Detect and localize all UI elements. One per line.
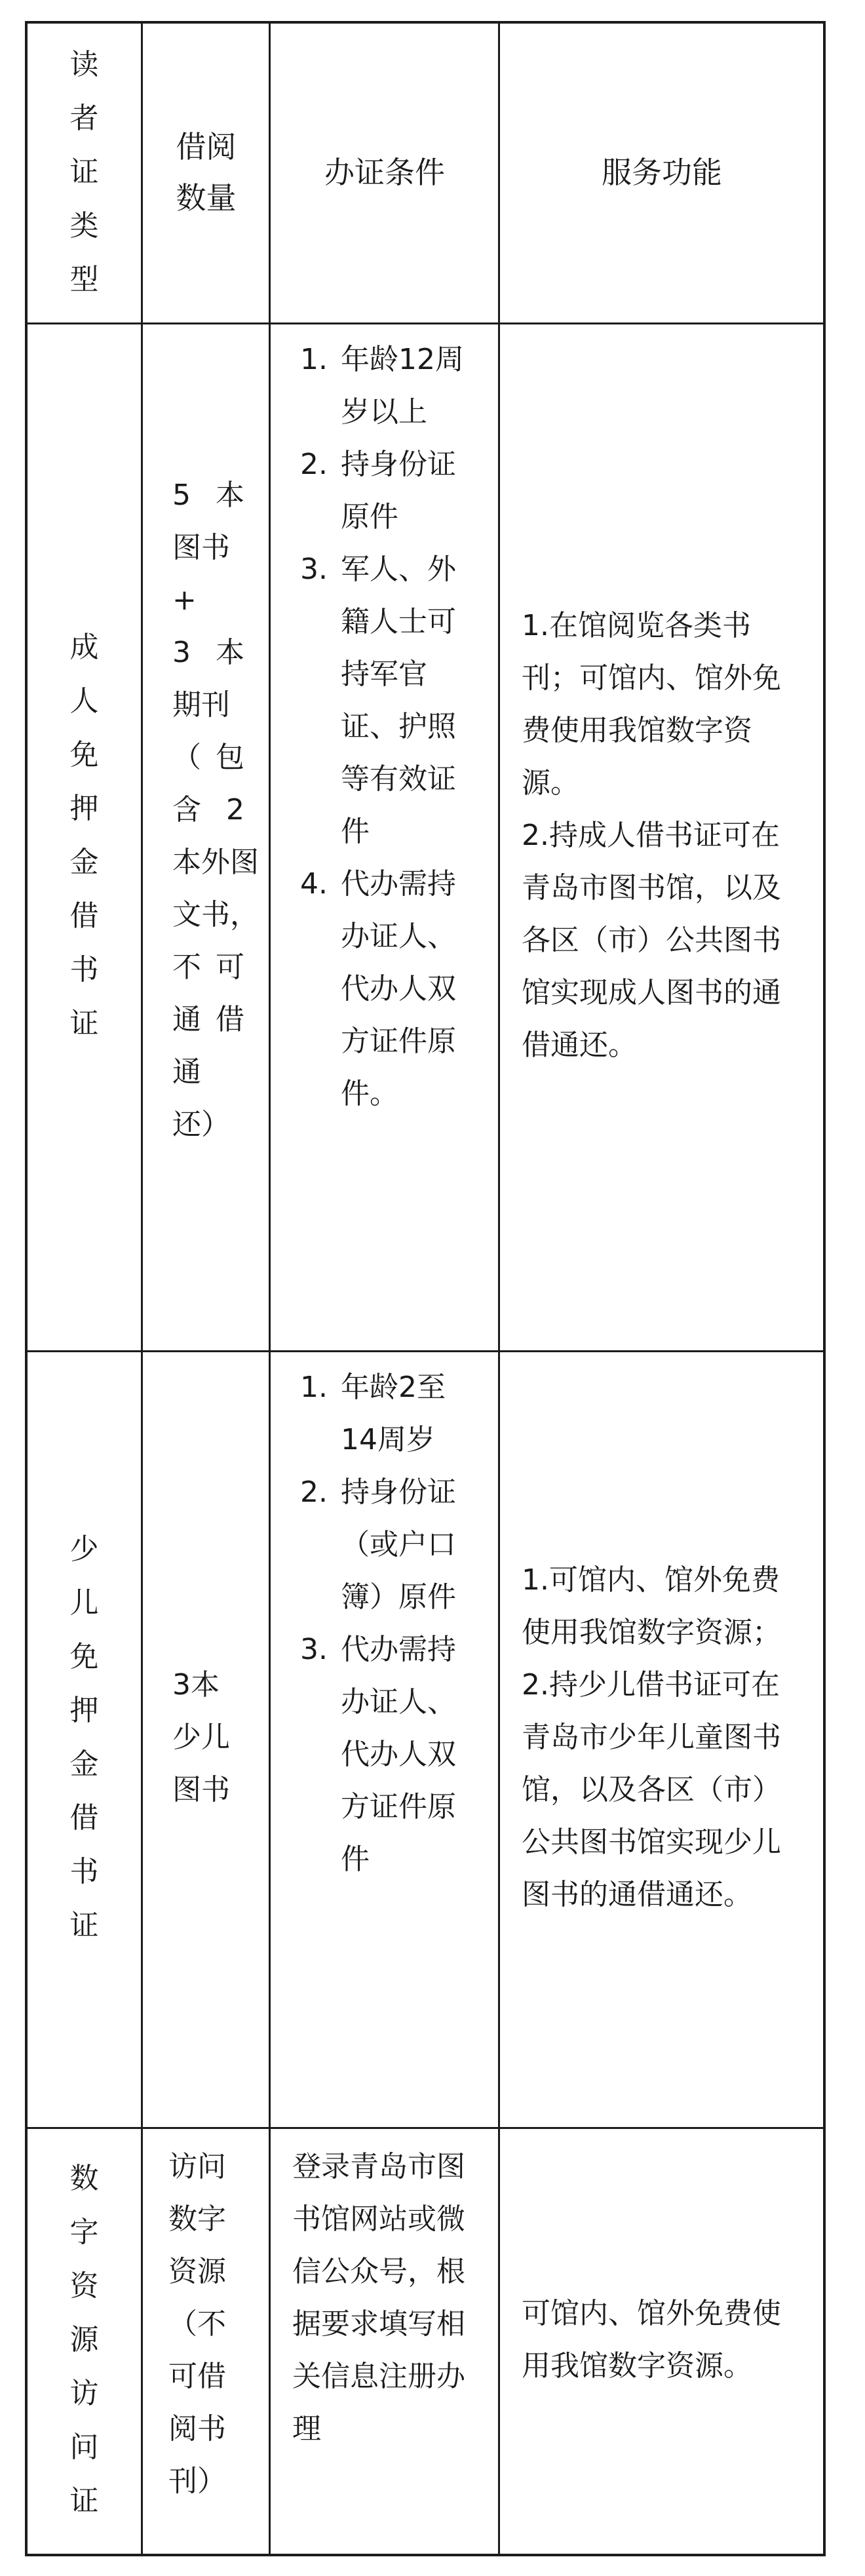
- adult-qty-word: 不: [172, 950, 201, 984]
- child-qty-text: [172, 1659, 244, 1816]
- adult-condition-item-text: 年龄12周岁以上: [341, 343, 464, 429]
- adult-qty-line: [172, 469, 244, 522]
- digital-type-char: 证: [69, 2484, 99, 2518]
- digital-qty-word: 阅书: [168, 2412, 226, 2446]
- adult-qty-line: [172, 994, 244, 1046]
- adult-type-text: [26, 621, 142, 1051]
- child-condition-item: [270, 1361, 499, 1466]
- adult-qty-word: ，: [230, 898, 259, 931]
- header-conditions-text: 办证条件: [324, 154, 445, 190]
- digital-qty-text: [168, 2141, 247, 2508]
- child-qty-line: [172, 1764, 244, 1816]
- header-borrow-qty-text: [142, 121, 270, 224]
- adult-condition-item-text: 持身份证原件: [341, 448, 456, 534]
- child-type-char: 证: [69, 1908, 99, 1942]
- adult-condition-item-text: 军人、外籍人士可持军官证、护照等有效证件: [341, 553, 456, 848]
- adult-qty-line: [172, 732, 244, 784]
- adult-qty-line: [172, 889, 259, 941]
- border-left: [25, 21, 28, 2556]
- header-borrow-qty-line: 数量: [176, 180, 237, 216]
- row-digital-conditions: [270, 2125, 499, 2555]
- adult-qty-word: 3: [172, 636, 191, 669]
- adult-qty-word: 外: [201, 846, 230, 879]
- adult-qty-word: 书: [201, 898, 230, 931]
- header-card-type-char: 证: [69, 155, 99, 189]
- child-type-text: [26, 1523, 142, 1953]
- adult-qty-line: [172, 941, 244, 994]
- digital-qty-word: 数字: [168, 2202, 226, 2236]
- digital-type-char: 字: [69, 2215, 99, 2249]
- adult-qty-word: 文: [172, 898, 201, 931]
- adult-qty-word: （: [172, 741, 201, 774]
- digital-type-char: 资: [69, 2269, 99, 2303]
- adult-qty-word: 可: [216, 950, 244, 984]
- adult-qty-word: 图: [230, 846, 259, 879]
- adult-qty-word: 还）: [172, 1108, 230, 1141]
- header-services-text: 服务功能: [602, 154, 722, 190]
- digital-type-char: 源: [69, 2323, 99, 2356]
- adult-qty-line: [172, 627, 244, 679]
- border-top: [25, 21, 826, 24]
- child-services-text: [522, 1554, 798, 1921]
- child-qty-line: [172, 1711, 244, 1764]
- header-card-type-char: 类: [69, 208, 99, 243]
- digital-qty-line: [168, 2403, 247, 2455]
- digital-qty-word: 资源: [168, 2255, 226, 2288]
- adult-conditions-list: [270, 334, 499, 1120]
- adult-qty-word: 5: [172, 478, 191, 512]
- adult-qty-word: 本: [216, 478, 244, 512]
- adult-qty-text: [172, 469, 259, 1151]
- adult-services-text: [522, 600, 798, 1072]
- row-child-services: [499, 1350, 824, 2125]
- divider-row2: [25, 1350, 826, 1352]
- row-digital-services: [499, 2125, 824, 2555]
- row-child-qty: [142, 1350, 270, 2125]
- divider-col1: [141, 21, 143, 2556]
- child-qty-line: [172, 1659, 244, 1711]
- adult-condition-item-number: 2.: [300, 448, 328, 481]
- divider-row3: [25, 2127, 826, 2129]
- adult-qty-word: 含: [172, 793, 201, 827]
- adult-condition-item-number: 1.: [300, 343, 328, 376]
- divider-col2: [269, 21, 271, 2556]
- child-condition-item: [270, 1624, 499, 1886]
- adult-qty-word: 包: [216, 741, 244, 774]
- digital-qty-word: 刊）: [168, 2465, 226, 2498]
- adult-qty-word: 本: [216, 636, 244, 669]
- row-adult-services: [499, 322, 824, 1350]
- adult-qty-line: [172, 1046, 244, 1099]
- header-services: [499, 22, 824, 322]
- adult-condition-item: [270, 858, 499, 1120]
- digital-conditions-text: 登录青岛市图书馆网站或微信公众号，根据要求填写相关信息注册办理: [292, 2150, 465, 2446]
- child-type-char: 少: [69, 1532, 99, 1566]
- adult-type-char: 书: [69, 953, 99, 986]
- child-condition-item-text: 代办需持办证人、代办人双方证件原件: [341, 1633, 456, 1876]
- row-adult-conditions: [270, 322, 499, 1350]
- digital-service-paragraph: 可馆内、馆外免费使用我馆数字资源。: [522, 2297, 781, 2383]
- child-service-paragraph: 2.持少儿借书证可在青岛市少年儿童图书馆，以及各区（市）公共图书馆实现少儿图书的通借通还。: [522, 1668, 781, 1911]
- adult-condition-item: [270, 439, 499, 543]
- child-type-char: 儿: [69, 1586, 99, 1620]
- divider-col3: [498, 21, 500, 2556]
- digital-type-char: 数: [69, 2162, 99, 2195]
- adult-type-char: 免: [69, 738, 99, 771]
- child-type-char: 押: [69, 1693, 99, 1727]
- row-adult-type: [26, 322, 142, 1350]
- header-card-type-text: [26, 38, 142, 307]
- adult-qty-word: 借: [216, 1003, 244, 1036]
- digital-qty-word: 访问: [168, 2150, 226, 2183]
- border-right: [823, 21, 826, 2556]
- child-condition-item: [270, 1466, 499, 1624]
- child-service-paragraph: 1.可馆内、馆外免费使用我馆数字资源；: [522, 1563, 781, 1649]
- adult-type-char: 押: [69, 792, 99, 825]
- row-child-type: [26, 1350, 142, 2125]
- digital-qty-line: [168, 2246, 247, 2298]
- child-condition-item-number: 1.: [300, 1371, 328, 1404]
- adult-qty-line: [172, 679, 244, 732]
- row-adult-qty: [142, 322, 270, 1350]
- child-conditions-list: [270, 1361, 499, 1886]
- digital-qty-line: [168, 2351, 247, 2403]
- adult-qty-word: 期刊: [172, 688, 230, 722]
- child-qty-word: 图书: [172, 1772, 230, 1806]
- adult-condition-item-number: 4.: [300, 867, 328, 901]
- child-condition-item-text: 年龄2至14周岁: [341, 1371, 446, 1456]
- adult-qty-word: 本: [172, 846, 201, 879]
- digital-services-text: [522, 2288, 798, 2392]
- adult-qty-line: [172, 1099, 244, 1151]
- child-qty-word: 少儿: [172, 1720, 230, 1754]
- adult-qty-line: [172, 836, 259, 889]
- adult-qty-word: 图书+: [172, 531, 230, 617]
- child-type-char: 金: [69, 1747, 99, 1781]
- adult-condition-item-number: 3.: [300, 553, 328, 586]
- adult-qty-word: 通: [172, 1003, 201, 1036]
- digital-type-char: 访: [69, 2377, 99, 2410]
- divider-row1: [25, 322, 826, 324]
- header-borrow-qty-line: 借阅: [176, 128, 237, 165]
- child-condition-item-text: 持身份证（或户口簿）原件: [341, 1475, 456, 1614]
- digital-type-text: [26, 2152, 142, 2528]
- digital-type-char: 问: [69, 2430, 99, 2464]
- header-card-type: [26, 22, 142, 322]
- header-card-type-char: 者: [69, 101, 99, 135]
- header-card-type-char: 读: [69, 47, 99, 81]
- child-type-char: 借: [69, 1801, 99, 1835]
- adult-qty-word: 通: [172, 1055, 201, 1089]
- row-child-conditions: [270, 1350, 499, 2125]
- header-card-type-char: 型: [69, 262, 99, 296]
- adult-type-char: 人: [69, 684, 99, 718]
- row-digital-qty: [142, 2125, 270, 2555]
- adult-condition-item: [270, 543, 499, 858]
- border-bottom: [25, 2554, 826, 2556]
- adult-type-char: 金: [69, 846, 99, 879]
- adult-condition-item: [270, 334, 499, 439]
- adult-service-paragraph: 2.持成人借书证可在青岛市图书馆，以及各区（市）公共图书馆实现成人图书的通借通还。: [522, 819, 781, 1062]
- adult-type-char: 借: [69, 899, 99, 933]
- digital-qty-word: （不: [168, 2307, 226, 2341]
- child-condition-item-number: 2.: [300, 1475, 328, 1509]
- row-digital-type: [26, 2125, 142, 2555]
- header-conditions: [270, 22, 499, 322]
- adult-qty-line: [172, 784, 244, 836]
- adult-service-paragraph: 1.在馆阅览各类书刊；可馆内、馆外免费使用我馆数字资源。: [522, 609, 781, 800]
- child-qty-word: 3本: [172, 1668, 220, 1702]
- child-condition-item-number: 3.: [300, 1633, 328, 1666]
- adult-qty-line: [172, 522, 244, 627]
- header-borrow-qty: [142, 22, 270, 322]
- reader-card-table: [26, 22, 824, 2555]
- adult-type-char: 成: [69, 631, 99, 664]
- digital-qty-line: [168, 2193, 247, 2246]
- adult-qty-word: 2: [226, 793, 244, 827]
- digital-qty-line: [168, 2455, 247, 2508]
- child-type-char: 免: [69, 1639, 99, 1673]
- adult-condition-item-text: 代办需持办证人、代办人双方证件原件。: [341, 867, 456, 1110]
- adult-type-char: 证: [69, 1007, 99, 1040]
- child-type-char: 书: [69, 1854, 99, 1888]
- digital-qty-word: 可借: [168, 2360, 226, 2393]
- digital-qty-line: [168, 2141, 247, 2193]
- digital-qty-line: [168, 2298, 247, 2351]
